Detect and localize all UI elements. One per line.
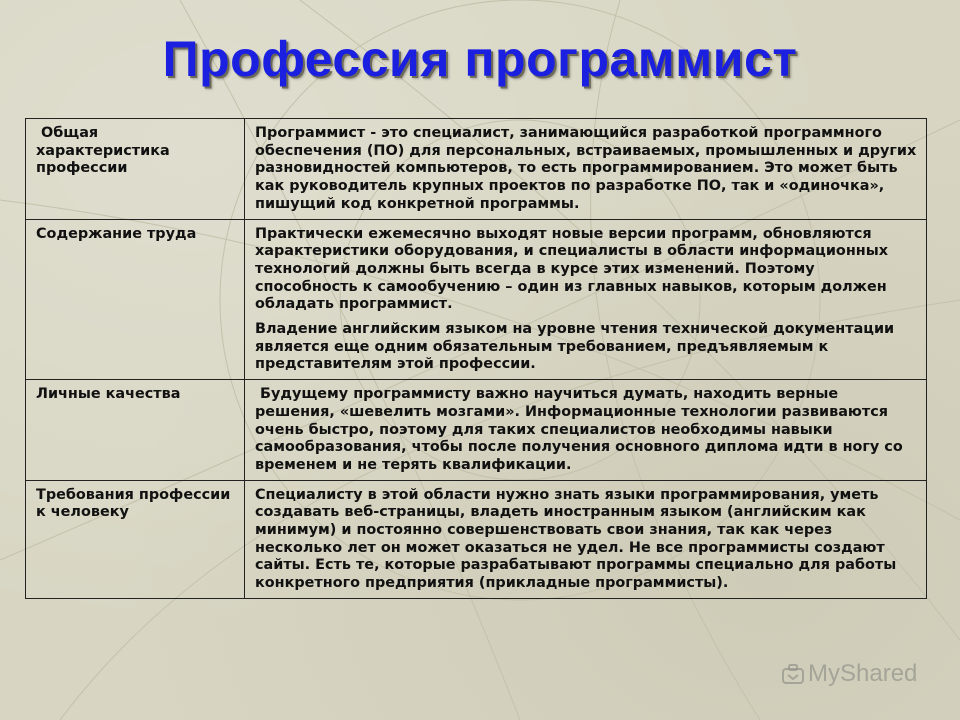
watermark-text: MyShared xyxy=(808,660,918,687)
row-description xyxy=(245,119,927,220)
table-row xyxy=(26,380,927,481)
table-row xyxy=(26,480,927,598)
description-paragraph: Владение английским языком на уровне чтения технической документации является еще одним обязательным требованием, предъявляемым к представителям этой профессии. xyxy=(255,321,900,373)
row-label: Содержание труда xyxy=(26,219,245,380)
row-description xyxy=(245,480,927,598)
row-label: Личные качества xyxy=(26,380,245,481)
row-label: Требования профессии к человеку xyxy=(26,480,245,598)
description-paragraph: Практически ежемесячно выходят новые версии программ, обновляются характеристики оборудования, и специалисты в области информационных технологий должны быть всегда в курсе этих изменений. Поэтому способность к самообучению – один из главных навыков, которым должен обладать программист. xyxy=(255,225,894,313)
description-paragraph: Будущему программисту важно научиться думать, находить верные решения, «шевелить мозгами». Информационные технологии развиваются очень быстро, поэтому для таких специалистов необходимы навыки самообразования, чтобы после получения основного диплома идти в ногу со временем и не терять квалификации. xyxy=(255,386,908,473)
page-title: Профессия программист xyxy=(162,31,798,87)
watermark xyxy=(782,660,917,688)
logo-icon xyxy=(782,663,804,685)
description-paragraph: Программист - это специалист, занимающийся разработкой программного обеспечения (ПО) для персональных, встраиваемых, промышленных и других разновидностей компьютеров, то есть программированием. Это может быть как руководитель крупных проектов по разработке ПО, так и «одиночка», пишущий код конкретной программы. xyxy=(255,125,922,212)
table-row xyxy=(26,119,927,220)
description-paragraph: Специалисту в этой области нужно знать языки программирования, уметь создавать веб-страницы, владеть иностранным языком (английским как минимум) и постоянно совершенствовать свои знания, так как через несколько лет он может оказаться не удел. Не все программисты создают сайты. Есть те, которые разрабатывают программы специально для работы конкретного предприятия (прикладные программисты). xyxy=(255,486,902,592)
table-row xyxy=(26,219,927,380)
row-label: Общая характеристика профессии xyxy=(26,119,245,220)
row-description xyxy=(245,380,927,481)
profession-table xyxy=(25,118,927,599)
row-description xyxy=(245,219,927,380)
